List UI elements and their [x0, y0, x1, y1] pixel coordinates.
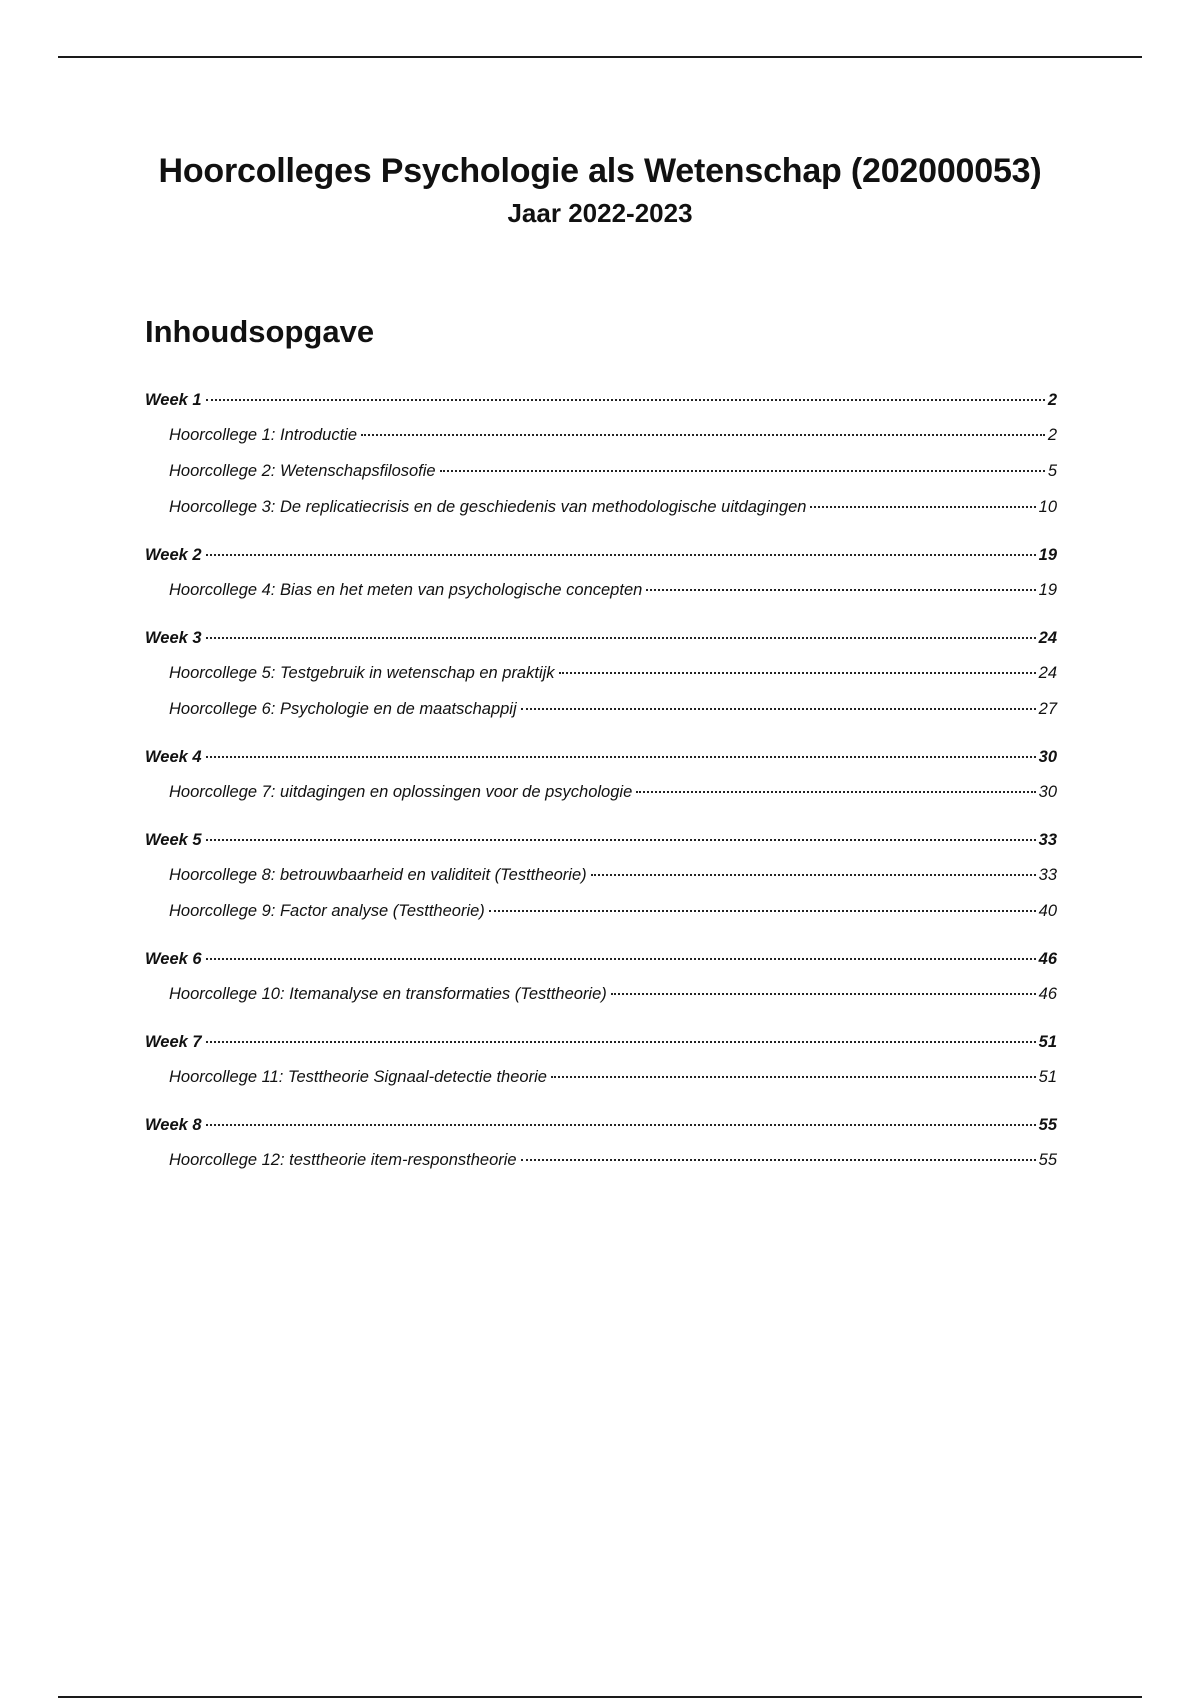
toc-entry-label: Week 4 [145, 748, 202, 766]
header-rule [58, 56, 1142, 58]
dot-leader [810, 506, 1035, 508]
toc-heading: Inhoudsopgave [145, 314, 375, 349]
dot-leader [361, 434, 1045, 436]
toc-entry-label: Hoorcollege 2: Wetenschapsfilosofie [169, 462, 436, 480]
toc-entry-label: Hoorcollege 1: Introductie [169, 426, 358, 444]
dot-leader [206, 399, 1045, 401]
toc-lecture-entry[interactable] [145, 857, 1057, 893]
toc-page-number: 46 [1038, 950, 1057, 968]
footer-rule [58, 1696, 1142, 1698]
toc-entry-label: Hoorcollege 5: Testgebruik in wetenschap en praktijk [169, 664, 555, 682]
toc-entry-label: Week 1 [145, 391, 202, 409]
toc-week-group [145, 942, 1057, 1012]
toc-entry-label: Hoorcollege 4: Bias en het meten van psychologische concepten [169, 581, 643, 599]
toc-week-group [145, 823, 1057, 929]
toc-page-number: 51 [1038, 1068, 1057, 1086]
toc-lecture-entry[interactable] [145, 655, 1057, 691]
toc-lecture-entry[interactable] [145, 1142, 1057, 1178]
toc-page-number: 24 [1038, 629, 1057, 647]
toc-page-number: 55 [1038, 1116, 1057, 1134]
toc-week-entry[interactable] [145, 942, 1057, 976]
toc-entry-label: Hoorcollege 10: Itemanalyse en transformaties (Testtheorie) [169, 985, 607, 1003]
toc-week-entry[interactable] [145, 740, 1057, 774]
toc-page-number: 55 [1038, 1151, 1057, 1169]
toc-entry-label: Hoorcollege 3: De replicatiecrisis en de geschiedenis van methodologische uitdagingen [169, 498, 807, 516]
toc-lecture-entry[interactable] [145, 691, 1057, 727]
dot-leader [559, 672, 1036, 674]
toc-page-number: 33 [1038, 866, 1057, 884]
toc-page-number: 10 [1038, 498, 1057, 516]
dot-leader [521, 708, 1036, 710]
document-subtitle: Jaar 2022-2023 [507, 198, 693, 228]
toc-lecture-entry[interactable] [145, 453, 1057, 489]
toc-week-group [145, 1025, 1057, 1095]
toc-entry-label: Hoorcollege 8: betrouwbaarheid en validiteit (Testtheorie) [169, 866, 587, 884]
toc-lecture-entry[interactable] [145, 774, 1057, 810]
toc-page-number: 40 [1038, 902, 1057, 920]
toc-page-number: 5 [1047, 462, 1057, 480]
dot-leader [636, 791, 1035, 793]
toc-entry-label: Week 2 [145, 546, 202, 564]
toc-page-number: 2 [1047, 426, 1057, 444]
toc-page-number: 51 [1038, 1033, 1057, 1051]
dot-leader [440, 470, 1045, 472]
toc-week-entry[interactable] [145, 383, 1057, 417]
toc-entry-label: Hoorcollege 12: testtheorie item-responstheorie [169, 1151, 517, 1169]
dot-leader [206, 756, 1036, 758]
dot-leader [489, 910, 1036, 912]
dot-leader [206, 1041, 1036, 1043]
toc-page-number: 19 [1038, 581, 1057, 599]
toc-entry-label: Hoorcollege 11: Testtheorie Signaal-detectie theorie [169, 1068, 547, 1086]
toc-entry-label: Hoorcollege 9: Factor analyse (Testtheorie) [169, 902, 485, 920]
toc-page-number: 2 [1047, 391, 1057, 409]
toc-lecture-entry[interactable] [145, 417, 1057, 453]
toc-page-number: 27 [1038, 700, 1057, 718]
toc-lecture-entry[interactable] [145, 893, 1057, 929]
toc-week-group [145, 1108, 1057, 1178]
dot-leader [206, 958, 1036, 960]
dot-leader [646, 589, 1035, 591]
toc-entry-label: Week 7 [145, 1033, 202, 1051]
dot-leader [206, 637, 1036, 639]
table-of-contents [145, 383, 1057, 1191]
toc-entry-label: Hoorcollege 7: uitdagingen en oplossingen voor de psychologie [169, 783, 633, 801]
toc-page-number: 19 [1038, 546, 1057, 564]
toc-week-entry[interactable] [145, 621, 1057, 655]
dot-leader [591, 874, 1036, 876]
toc-week-group [145, 383, 1057, 525]
toc-week-entry[interactable] [145, 1025, 1057, 1059]
toc-week-entry[interactable] [145, 1108, 1057, 1142]
toc-page-number: 24 [1038, 664, 1057, 682]
toc-entry-label: Week 8 [145, 1116, 202, 1134]
toc-page-number: 30 [1038, 748, 1057, 766]
dot-leader [206, 1124, 1036, 1126]
dot-leader [206, 554, 1036, 556]
toc-entry-label: Hoorcollege 6: Psychologie en de maatschappij [169, 700, 517, 718]
toc-page-number: 46 [1038, 985, 1057, 1003]
toc-entry-label: Week 6 [145, 950, 202, 968]
toc-page-number: 33 [1038, 831, 1057, 849]
dot-leader [551, 1076, 1036, 1078]
dot-leader [611, 993, 1036, 995]
toc-week-entry[interactable] [145, 538, 1057, 572]
toc-lecture-entry[interactable] [145, 572, 1057, 608]
toc-entry-label: Week 3 [145, 629, 202, 647]
toc-lecture-entry[interactable] [145, 976, 1057, 1012]
dot-leader [206, 839, 1036, 841]
toc-lecture-entry[interactable] [145, 489, 1057, 525]
document-title: Hoorcolleges Psychologie als Wetenschap (202000053) [158, 152, 1042, 190]
toc-lecture-entry[interactable] [145, 1059, 1057, 1095]
toc-week-group [145, 740, 1057, 810]
toc-page-number: 30 [1038, 783, 1057, 801]
toc-entry-label: Week 5 [145, 831, 202, 849]
toc-week-entry[interactable] [145, 823, 1057, 857]
toc-week-group [145, 621, 1057, 727]
dot-leader [521, 1159, 1036, 1161]
toc-week-group [145, 538, 1057, 608]
